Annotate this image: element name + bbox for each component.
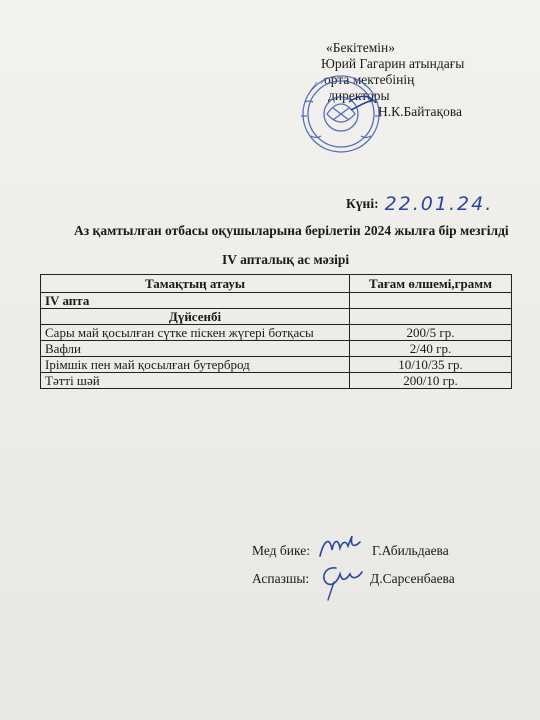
day-label: Дүйсенбі bbox=[41, 309, 350, 325]
menu-table bbox=[40, 274, 512, 389]
approval-school-type: орта мектебінің bbox=[324, 72, 415, 87]
dish-name: Вафли bbox=[41, 341, 350, 357]
dish-name: Тәтті шәй bbox=[41, 373, 350, 389]
dish-name: Сары май қосылған сүтке піскен жүгері ботқасы bbox=[41, 325, 350, 341]
empty-cell bbox=[350, 309, 512, 325]
date-row bbox=[346, 191, 493, 213]
column-header-name: Тамақтың атауы bbox=[41, 275, 350, 293]
dish-amount: 200/10 гр. bbox=[350, 373, 512, 389]
approval-position: директоры bbox=[328, 88, 390, 103]
empty-cell bbox=[350, 293, 512, 309]
table-row-day bbox=[41, 309, 512, 325]
date-value-handwritten: 22.01.24. bbox=[384, 193, 494, 215]
table-row bbox=[41, 325, 512, 341]
cook-name: Д.Сарсенбаева bbox=[370, 571, 455, 586]
document-title: Аз қамтылған отбасы оқушыларына берілетін 2024 жылға бір мезгілді bbox=[74, 223, 509, 238]
cook-label: Аспазшы: bbox=[252, 571, 310, 586]
table-row bbox=[41, 341, 512, 357]
document-subtitle: IV апталық ас мәзірі bbox=[222, 252, 350, 267]
column-header-amount: Тағам өлшемі,грамм bbox=[350, 275, 512, 293]
week-label: IV апта bbox=[41, 293, 350, 309]
approval-school-name: Юрий Гагарин атындағы bbox=[321, 56, 465, 71]
approval-heading: «Бекітемін» bbox=[326, 40, 395, 55]
nurse-name: Г.Абильдаева bbox=[372, 543, 449, 558]
nurse-signature bbox=[316, 530, 366, 564]
dish-amount: 10/10/35 гр. bbox=[350, 357, 512, 373]
dish-amount: 2/40 гр. bbox=[350, 341, 512, 357]
approval-director-name: Н.К.Байтақова bbox=[378, 104, 463, 119]
cook-signature bbox=[316, 560, 366, 604]
dish-name: Ірімшік пен май қосылған бутерброд bbox=[41, 357, 350, 373]
table-row bbox=[41, 357, 512, 373]
table-row bbox=[41, 373, 512, 389]
date-label: Күні: bbox=[346, 196, 379, 211]
dish-amount: 200/5 гр. bbox=[350, 325, 512, 341]
table-row-week bbox=[41, 293, 512, 309]
official-seal-stamp bbox=[291, 72, 393, 156]
table-header-row bbox=[41, 275, 512, 293]
nurse-label: Мед бике: bbox=[252, 543, 310, 558]
